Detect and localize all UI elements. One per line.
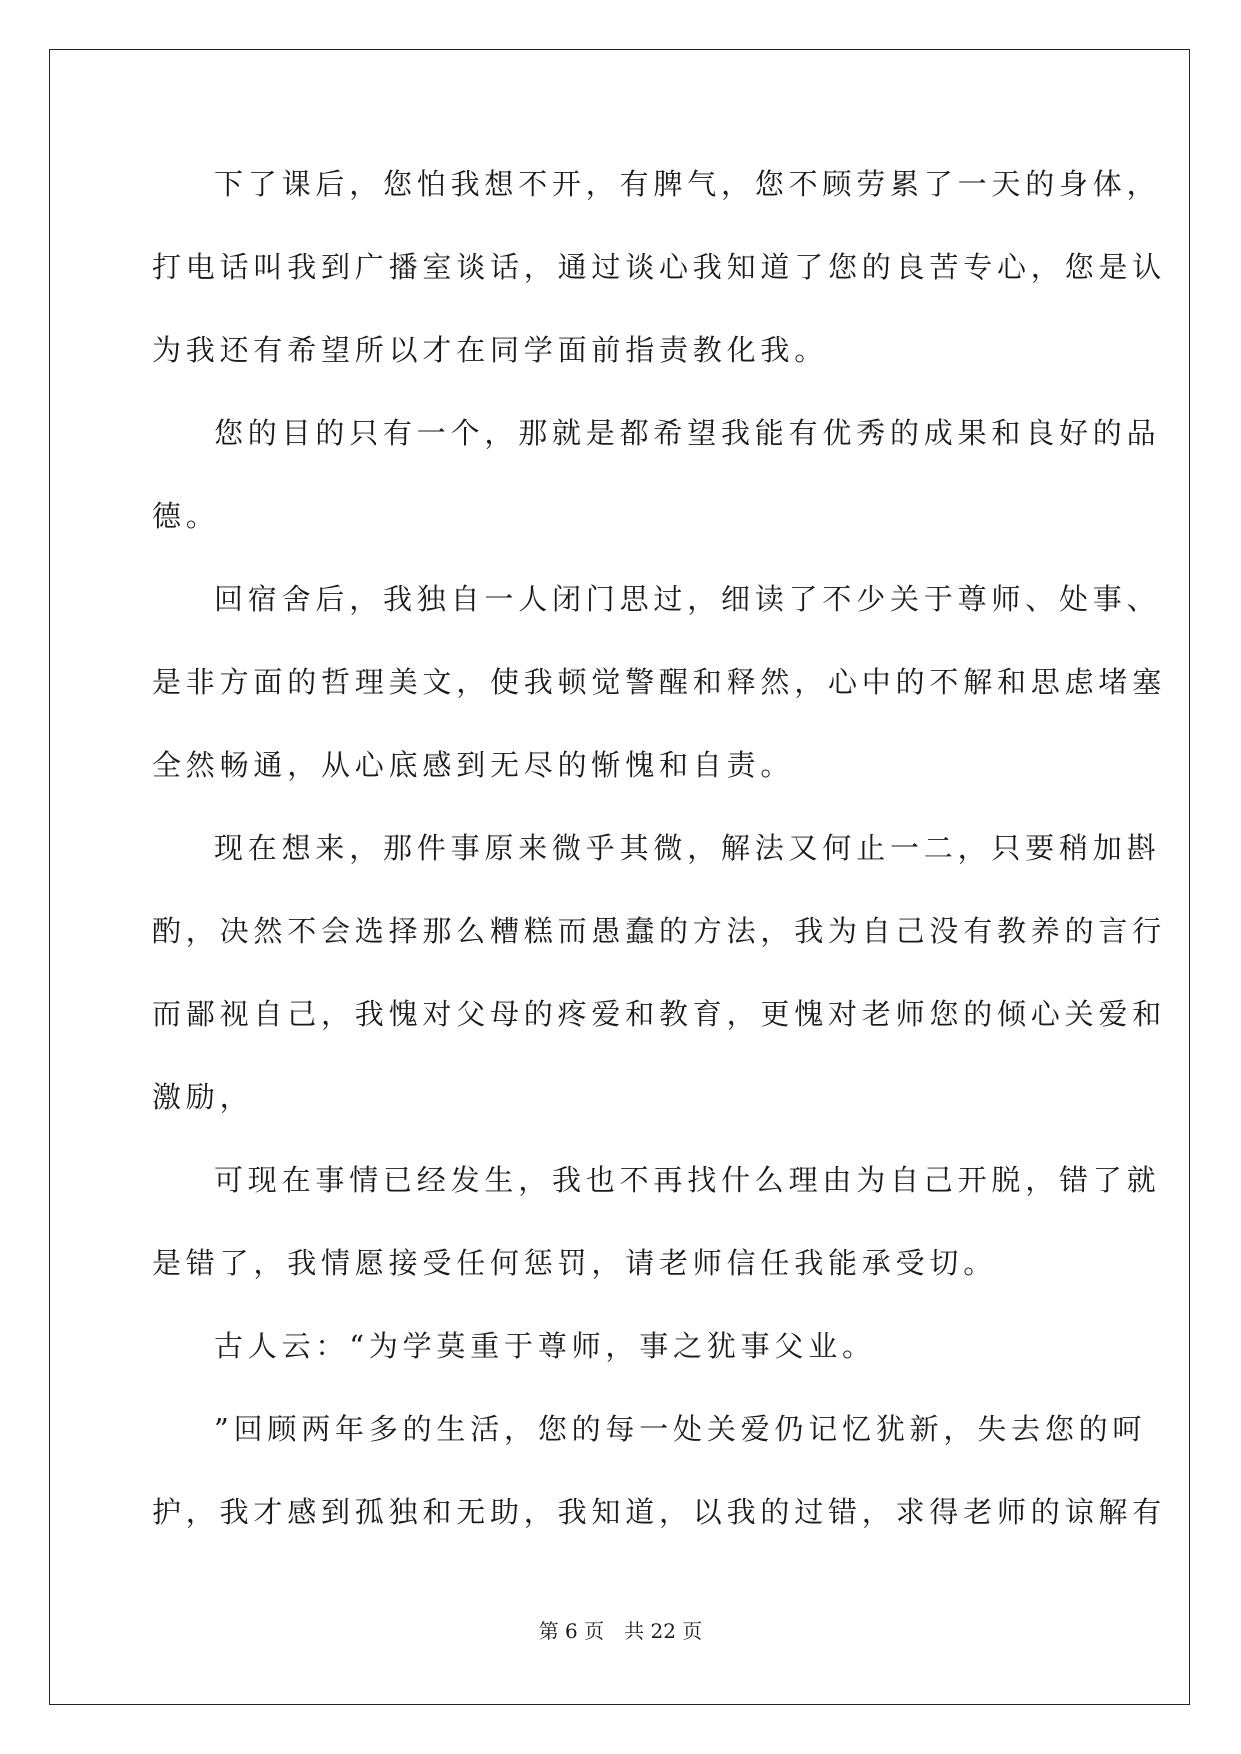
text-line: 酌，决然不会选择那么糟糕而愚蠢的方法，我为自己没有教养的言行 bbox=[152, 914, 1167, 948]
page-total: 共 22 页 bbox=[624, 1619, 703, 1643]
text-line: 而鄙视自己，我愧对父母的疼爱和教育，更愧对老师您的倾心关爱和 bbox=[152, 997, 1167, 1031]
text-line: 下了课后，您怕我想不开，有脾气，您不顾劳累了一天的身体， bbox=[214, 167, 1161, 201]
text-line: 德。 bbox=[152, 499, 220, 533]
text-line: 是错了，我情愿接受任何惩罚，请老师信任我能承受切。 bbox=[152, 1246, 998, 1280]
text-line: 回宿舍后，我独自一人闭门思过，细读了不少关于尊师、处事、 bbox=[214, 582, 1161, 616]
text-line: 现在想来，那件事原来微乎其微，解法又何止一二，只要稍加斟 bbox=[214, 831, 1161, 865]
page-number: 第 6 页 bbox=[538, 1619, 605, 1643]
page-footer bbox=[0, 1618, 1241, 1644]
text-line: 古人云：“为学莫重于尊师，事之犹事父业。 bbox=[214, 1329, 876, 1363]
text-line: 激励， bbox=[152, 1080, 254, 1114]
body-text bbox=[152, 162, 1167, 1562]
text-line: ”回顾两年多的生活，您的每一处关爱仍记忆犹新，失去您的呵 bbox=[214, 1412, 1147, 1446]
text-line: 您的目的只有一个，那就是都希望我能有优秀的成果和良好的品 bbox=[214, 416, 1161, 450]
text-line: 为我还有希望所以才在同学面前指责教化我。 bbox=[152, 333, 829, 367]
text-line: 可现在事情已经发生，我也不再找什么理由为自己开脱，错了就 bbox=[214, 1163, 1161, 1197]
text-line: 打电话叫我到广播室谈话，通过谈心我知道了您的良苦专心，您是认 bbox=[152, 250, 1167, 284]
text-line: 护，我才感到孤独和无助，我知道，以我的过错，求得老师的谅解有 bbox=[152, 1495, 1167, 1529]
text-line: 是非方面的哲理美文，使我顿觉警醒和释然，心中的不解和思虑堵塞 bbox=[152, 665, 1167, 699]
text-line: 全然畅通，从心底感到无尽的惭愧和自责。 bbox=[152, 748, 795, 782]
